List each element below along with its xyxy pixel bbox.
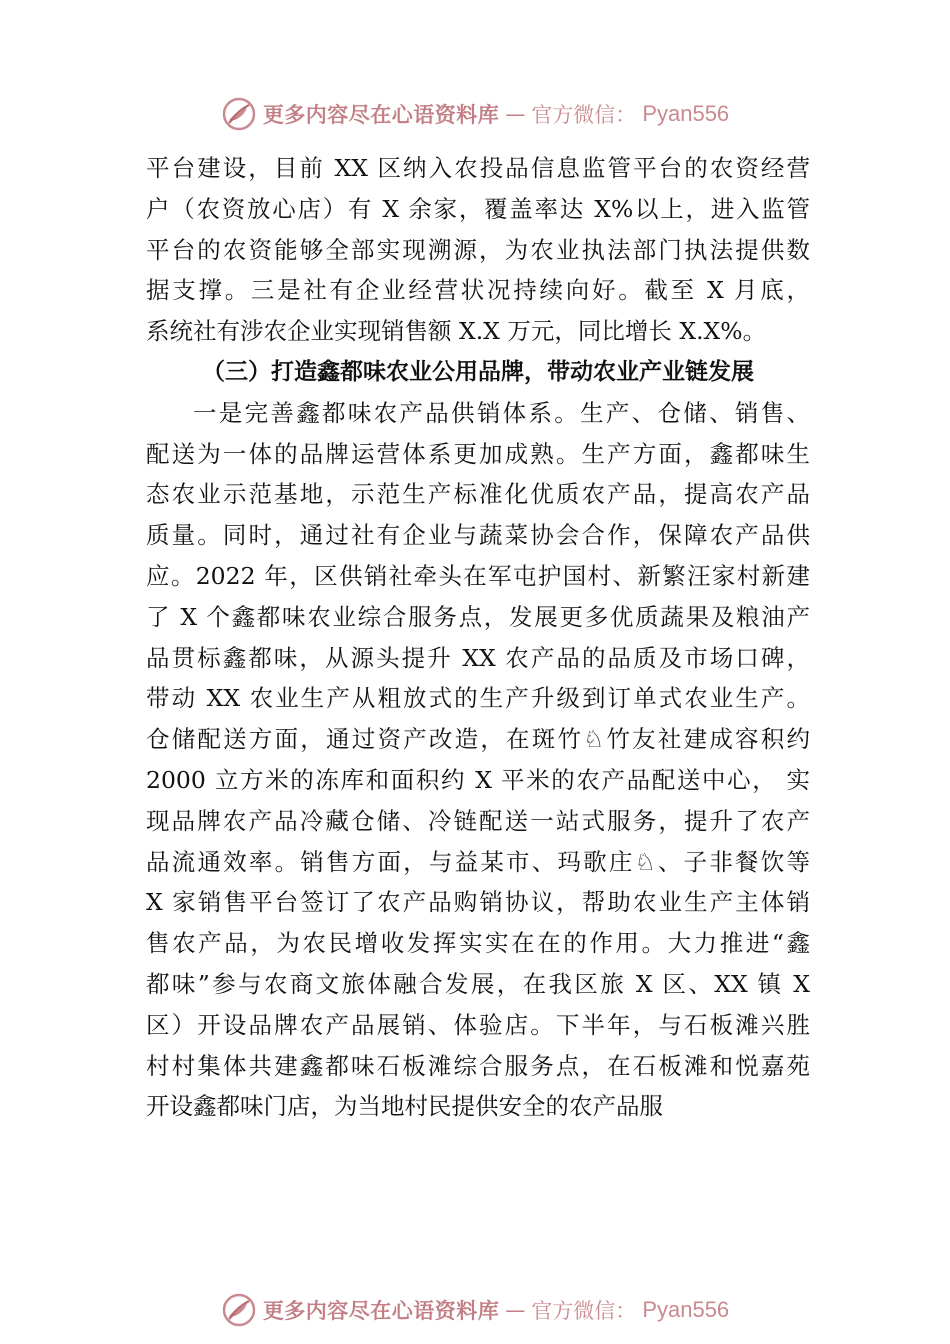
paragraph-line: 应。2022 年，区供销社牵头在军屯护国村、新繁汪家村新建 [146, 561, 810, 590]
watermark-account-label: 官方微信： [531, 1299, 637, 1323]
paragraph-line: 品流通效率。销售方面，与益某市、玛歌庄♘、子非餐饮等 [146, 847, 810, 876]
paragraph-line: 质量。同时，通过社有企业与蔬菜协会合作，保障农产品供 [146, 521, 810, 550]
watermark-account-id: Pyan556 [642, 101, 730, 126]
paragraph-line: 带动 XX 农业生产从粗放式的生产升级到订单式农业生产。 [146, 684, 810, 713]
paragraph-line: 配送为一体的品牌运营体系更加成熟。生产方面，鑫都味生 [146, 439, 810, 468]
paragraph-line: X 家销售平台签订了农产品购销协议，帮助农业生产主体销 [146, 888, 810, 917]
paragraph-line: 开设鑫都味门店，为当地村民提供安全的农产品服 [146, 1092, 663, 1121]
paragraph-line: 现品牌农产品冷藏仓储、冷链配送一站式服务，提升了农产 [146, 806, 810, 835]
paragraph-line: 态农业示范基地，示范生产标准化优质农产品，提高农产品 [146, 480, 810, 509]
header-watermark [0, 94, 950, 134]
paragraph-line: 村村集体共建鑫都味石板滩综合服务点，在石板滩和悦嘉苑 [146, 1051, 810, 1080]
document-body [146, 148, 810, 1127]
paragraph-line: 品贯标鑫都味，从源头提升 XX 农产品的品质及市场口碑， [146, 643, 810, 672]
feather-book-icon [221, 1292, 257, 1328]
paragraph-line: 都味”参与农商文旅体融合发展，在我区旅 X 区、XX 镇 X [146, 969, 810, 998]
section-heading: （三）打造鑫都味农业公用品牌，带动农业产业链发展 [202, 358, 754, 385]
watermark-dash: — [505, 102, 526, 126]
watermark-account-id: Pyan556 [642, 1297, 730, 1322]
paragraph-line: 一是完善鑫都味农产品供销体系。生产、仓储、销售、 [193, 398, 810, 427]
paragraph-line: 售农产品，为农民增收发挥实实在在的作用。大力推进“鑫 [146, 929, 810, 958]
paragraph-line: 区）开设品牌农产品展销、体验店。下半年，与石板滩兴胜 [146, 1010, 810, 1039]
paragraph-line: 仓储配送方面，通过资产改造，在斑竹♘竹友社建成容积约 [146, 725, 810, 754]
feather-book-icon [221, 96, 257, 132]
paragraph-line: 了 X 个鑫都味农业综合服务点，发展更多优质蔬果及粮油产 [146, 602, 810, 631]
paragraph-line: 平台建设，目前 XX 区纳入农投品信息监管平台的农资经营 [146, 154, 810, 182]
watermark-account-label: 官方微信： [531, 103, 637, 127]
watermark-dash: — [505, 1298, 526, 1322]
paragraph-line: 户（农资放心店）有 X 余家，覆盖率达 X%以上，进入监管 [146, 194, 810, 223]
paragraph-line: 据支撑。三是社有企业经营状况持续向好。截至 X 月底， [146, 276, 810, 305]
paragraph-line: 平台的农资能够全部实现溯源，为农业执法部门执法提供数 [146, 235, 810, 264]
watermark-main-text: 更多内容尽在心语资料库 [262, 103, 500, 127]
paragraph-line: 系统社有涉农企业实现销售额 X.X 万元，同比增长 X.X%。 [146, 317, 767, 346]
footer-watermark [0, 1290, 950, 1330]
paragraph-line: 2000 立方米的冻库和面积约 X 平米的农产品配送中心， 实 [146, 765, 810, 794]
watermark-main-text: 更多内容尽在心语资料库 [262, 1299, 500, 1323]
